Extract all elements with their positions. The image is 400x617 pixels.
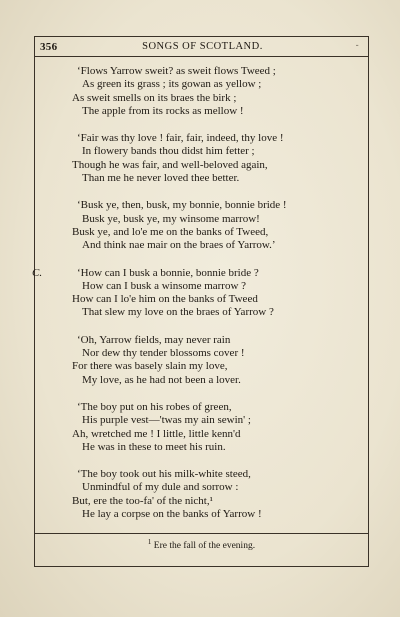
footnote-mark: 1 <box>147 538 152 546</box>
footnote-text: Ere the fall of the evening. <box>153 541 256 552</box>
verse-line: How can I busk a winsome marrow ? <box>82 279 247 292</box>
section-letter: C. <box>32 266 43 279</box>
verse-line: As sweit smells on its braes the birk ; <box>72 91 237 104</box>
header-rule <box>34 56 369 57</box>
verse-line: Unmindful of my dule and sorrow : <box>82 481 239 494</box>
verse-line: He was in these to meet his ruin. <box>82 440 226 453</box>
verse-line: His purple vest—'twas my ain sewin' ; <box>82 414 251 427</box>
verse-line-text: ‘How can I busk a bonnie, bonnie bride ? <box>77 266 259 279</box>
verse-line: For there was basely slain my love, <box>72 360 228 373</box>
stanza <box>72 199 352 252</box>
page-number: 356 <box>40 41 58 53</box>
verse-line: My love, as he had not been a lover. <box>82 373 241 386</box>
verse-line: But, ere the too-fa' of the nicht,¹ <box>72 494 213 507</box>
running-title: SONGS OF SCOTLAND. <box>142 41 263 52</box>
verse-line: Busk ye, and lo'e me on the banks of Tweed, <box>72 225 269 238</box>
verse-line: Busk ye, busk ye, my winsome marrow! <box>82 212 260 225</box>
page-header <box>40 41 365 55</box>
verse-line: ‘The boy took out his milk-white steed, <box>77 468 251 481</box>
verse-line: ‘Oh, Yarrow fields, may never rain <box>77 333 231 346</box>
poem-body <box>32 65 352 535</box>
stanza <box>72 132 352 185</box>
verse-line: Nor dew thy tender blossoms cover ! <box>82 347 245 360</box>
verse-line: ‘Flows Yarrow sweit? as sweit flows Tweed ; <box>77 65 276 77</box>
verse-line: ‘The boy put on his robes of green, <box>77 400 232 413</box>
stanza <box>72 334 352 387</box>
verse-line: And think nae mair on the braes of Yarrow.’ <box>82 239 276 252</box>
verse-line: The apple from its rocks as mellow ! <box>82 104 244 117</box>
stanza <box>32 266 352 320</box>
verse-line: ‘Fair was thy love ! fair, fair, indeed, thy love ! <box>77 132 284 145</box>
verse-line: In flowery bands thou didst him fetter ; <box>82 145 255 158</box>
verse-line: Though he was fair, and well-beloved again, <box>72 158 268 171</box>
verse-line: He lay a corpse on the banks of Yarrow ! <box>82 508 262 521</box>
header-dash: - <box>355 41 359 51</box>
verse-line: Ah, wretched me ! I little, little kenn'd <box>72 427 241 440</box>
footnote <box>34 538 369 551</box>
verse-line: ‘Busk ye, then, busk, my bonnie, bonnie bride ! <box>77 199 287 212</box>
verse-line: How can I lo'e him on the banks of Tweed <box>72 293 258 306</box>
stanza <box>72 468 352 521</box>
stanza <box>72 65 352 118</box>
stanza <box>72 401 352 454</box>
verse-line: As green its grass ; its gowan as yellow ; <box>82 78 262 91</box>
verse-line: That slew my love on the braes of Yarrow ? <box>82 306 274 319</box>
verse-line: Than me he never loved thee better. <box>82 172 240 185</box>
verse-line <box>32 266 352 280</box>
footnote-rule <box>34 533 369 534</box>
